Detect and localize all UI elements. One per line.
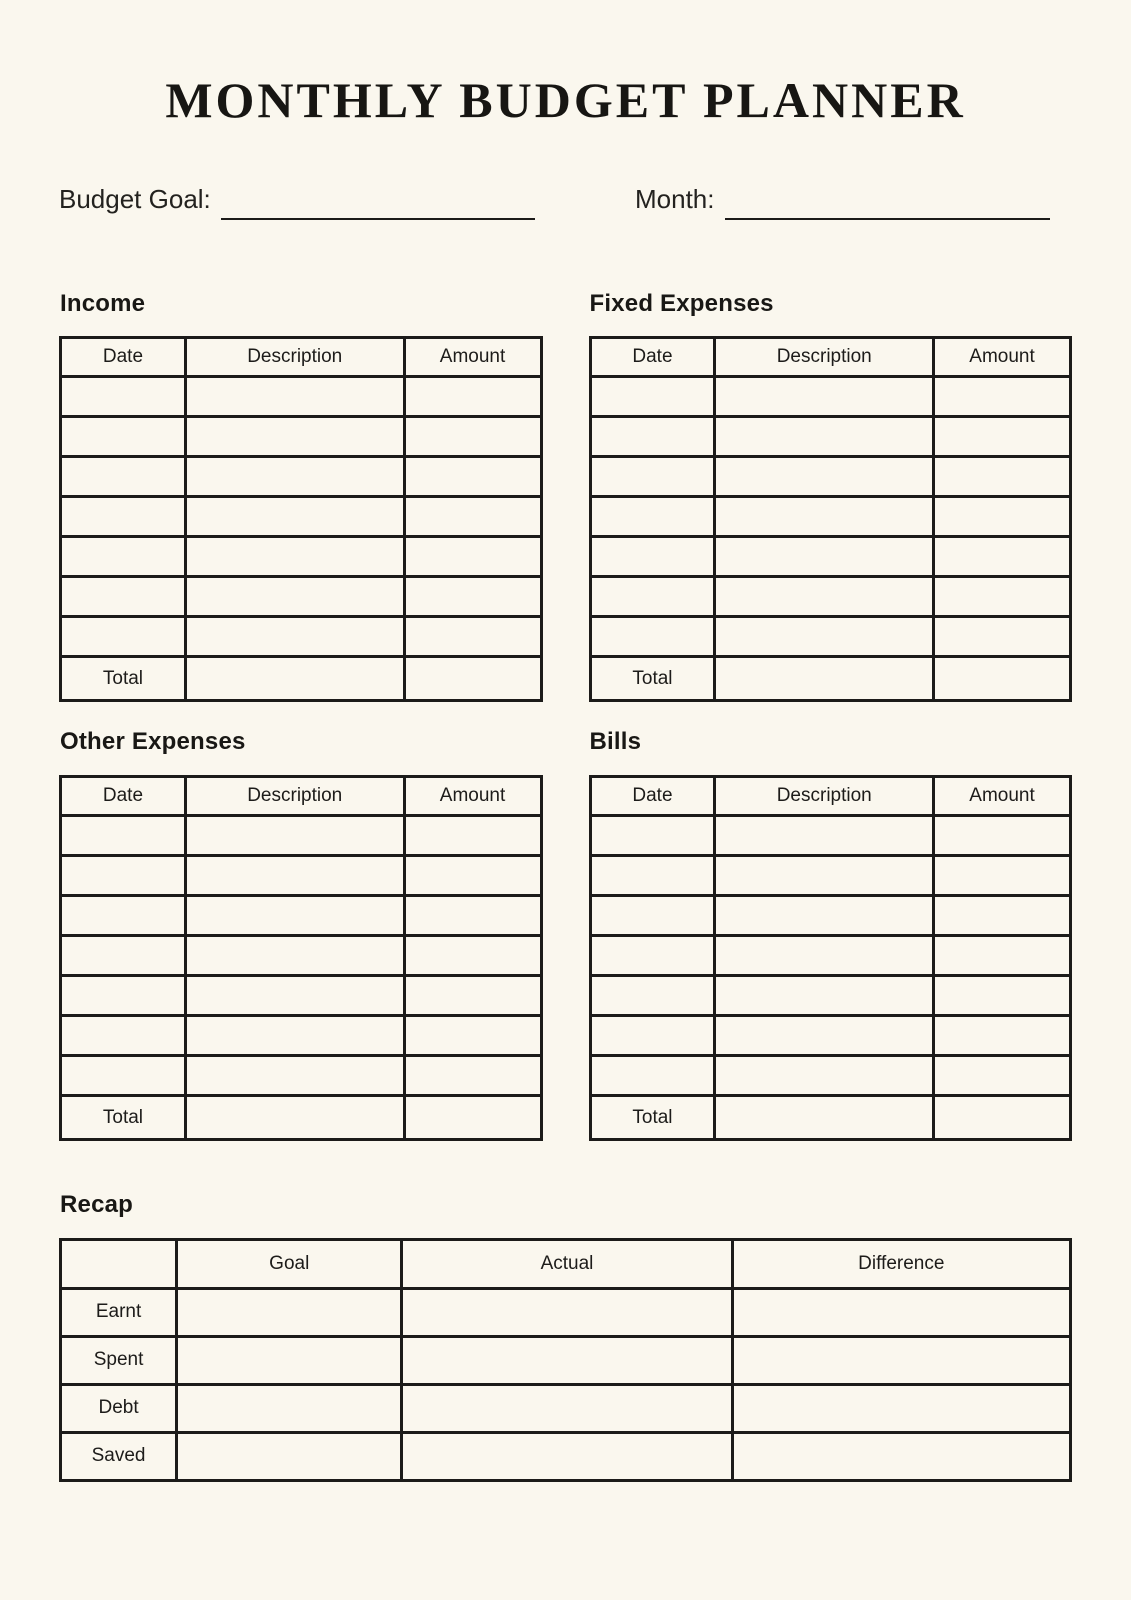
budget-goal-field bbox=[59, 185, 535, 220]
header-fields bbox=[59, 180, 1072, 220]
other-expenses-description-cell[interactable] bbox=[185, 816, 404, 856]
fixed-expenses-section-title: Fixed Expenses bbox=[589, 289, 774, 317]
other-expenses-description-cell[interactable] bbox=[185, 896, 404, 936]
fixed-expenses-table bbox=[589, 336, 1073, 702]
bills-description-cell[interactable] bbox=[715, 1056, 934, 1096]
other-expenses-amount-cell[interactable] bbox=[404, 976, 541, 1016]
fixed-expenses-amount-cell[interactable] bbox=[934, 417, 1071, 457]
fixed-expenses-date-cell[interactable] bbox=[590, 497, 715, 537]
income-description-cell[interactable] bbox=[185, 497, 404, 537]
other-expenses-date-cell[interactable] bbox=[61, 856, 186, 896]
other-expenses-amount-cell[interactable] bbox=[404, 896, 541, 936]
income-header-row bbox=[61, 338, 542, 377]
recap-earnt-row bbox=[61, 1288, 1071, 1336]
other-expenses-blank-row bbox=[61, 1056, 542, 1096]
bills-amount-cell[interactable] bbox=[934, 856, 1071, 896]
income-section-title: Income bbox=[60, 289, 146, 317]
fixed-expenses-total-label: Total bbox=[590, 657, 715, 701]
bills-total-label: Total bbox=[590, 1096, 715, 1140]
income-date-cell[interactable] bbox=[61, 417, 186, 457]
fixed-expenses-description-cell[interactable] bbox=[715, 377, 934, 417]
other-expenses-date-cell[interactable] bbox=[61, 936, 186, 976]
bills-total-row bbox=[590, 1096, 1071, 1140]
other-expenses-date-cell[interactable] bbox=[61, 1016, 186, 1056]
bills-date-cell[interactable] bbox=[590, 856, 715, 896]
income-date-cell[interactable] bbox=[61, 537, 186, 577]
bills-blank-row bbox=[590, 896, 1071, 936]
page-title: MONTHLY BUDGET PLANNER bbox=[165, 72, 966, 128]
recap-difference-header: Difference bbox=[732, 1239, 1070, 1288]
bills-amount-cell[interactable] bbox=[934, 936, 1071, 976]
month-field bbox=[635, 185, 1050, 220]
other-expenses-section bbox=[59, 728, 543, 1141]
recap-actual-header: Actual bbox=[402, 1239, 732, 1288]
bills-description-cell[interactable] bbox=[715, 936, 934, 976]
bills-description-cell[interactable] bbox=[715, 856, 934, 896]
other-expenses-amount-cell[interactable] bbox=[404, 936, 541, 976]
fixed-expenses-amount-cell[interactable] bbox=[934, 377, 1071, 417]
bills-description-cell[interactable] bbox=[715, 816, 934, 856]
bills-total-description-cell[interactable] bbox=[715, 1096, 934, 1140]
income-date-cell[interactable] bbox=[61, 577, 186, 617]
fixed-expenses-blank-row bbox=[590, 417, 1071, 457]
fixed-expenses-description-cell[interactable] bbox=[715, 417, 934, 457]
income-total-label: Total bbox=[61, 657, 186, 701]
other-expenses-total-label: Total bbox=[61, 1096, 186, 1140]
income-blank-row bbox=[61, 617, 542, 657]
bills-section bbox=[589, 728, 1073, 1141]
bills-date-cell[interactable] bbox=[590, 1016, 715, 1056]
recap-goal-header: Goal bbox=[177, 1239, 402, 1288]
fixed-expenses-description-cell[interactable] bbox=[715, 457, 934, 497]
other-expenses-date-header: Date bbox=[61, 777, 186, 816]
fixed-expenses-date-cell[interactable] bbox=[590, 577, 715, 617]
bills-blank-row bbox=[590, 936, 1071, 976]
other-expenses-blank-row bbox=[61, 896, 542, 936]
other-expenses-date-cell[interactable] bbox=[61, 896, 186, 936]
other-expenses-date-cell[interactable] bbox=[61, 816, 186, 856]
fixed-expenses-total-row bbox=[590, 657, 1071, 701]
income-amount-cell[interactable] bbox=[404, 617, 541, 657]
recap-debt-difference-cell[interactable] bbox=[732, 1384, 1070, 1432]
fixed-expenses-blank-row bbox=[590, 537, 1071, 577]
fixed-expenses-amount-cell[interactable] bbox=[934, 497, 1071, 537]
other-expenses-total-amount-cell[interactable] bbox=[404, 1096, 541, 1140]
fixed-expenses-header-row bbox=[590, 338, 1071, 377]
fixed-expenses-date-cell[interactable] bbox=[590, 457, 715, 497]
income-blank-row bbox=[61, 497, 542, 537]
bills-date-header: Date bbox=[590, 777, 715, 816]
fixed-expenses-description-cell[interactable] bbox=[715, 537, 934, 577]
recap-debt-row bbox=[61, 1384, 1071, 1432]
recap-saved-label: Saved bbox=[61, 1432, 177, 1480]
recap-debt-goal-cell[interactable] bbox=[177, 1384, 402, 1432]
bills-date-cell[interactable] bbox=[590, 976, 715, 1016]
recap-earnt-goal-cell[interactable] bbox=[177, 1288, 402, 1336]
other-expenses-header-row bbox=[61, 777, 542, 816]
recap-debt-actual-cell[interactable] bbox=[402, 1384, 732, 1432]
fixed-expenses-description-cell[interactable] bbox=[715, 617, 934, 657]
other-expenses-blank-row bbox=[61, 816, 542, 856]
other-expenses-description-cell[interactable] bbox=[185, 1016, 404, 1056]
bills-amount-cell[interactable] bbox=[934, 816, 1071, 856]
bills-date-cell[interactable] bbox=[590, 936, 715, 976]
bills-blank-row bbox=[590, 856, 1071, 896]
income-amount-cell[interactable] bbox=[404, 497, 541, 537]
income-blank-row bbox=[61, 537, 542, 577]
income-amount-cell[interactable] bbox=[404, 417, 541, 457]
bills-blank-row bbox=[590, 1056, 1071, 1096]
bills-date-cell[interactable] bbox=[590, 816, 715, 856]
recap-earnt-actual-cell[interactable] bbox=[402, 1288, 732, 1336]
recap-saved-actual-cell[interactable] bbox=[402, 1432, 732, 1480]
recap-spent-row bbox=[61, 1336, 1071, 1384]
fixed-expenses-amount-cell[interactable] bbox=[934, 617, 1071, 657]
income-table bbox=[59, 336, 543, 702]
fixed-expenses-blank-row bbox=[590, 497, 1071, 537]
bills-amount-header: Amount bbox=[934, 777, 1071, 816]
recap-section-title: Recap bbox=[60, 1191, 134, 1219]
income-description-cell[interactable] bbox=[185, 537, 404, 577]
other-expenses-amount-cell[interactable] bbox=[404, 1016, 541, 1056]
bills-description-cell[interactable] bbox=[715, 976, 934, 1016]
income-total-row bbox=[61, 657, 542, 701]
recap-table bbox=[59, 1238, 1072, 1482]
other-expenses-blank-row bbox=[61, 936, 542, 976]
income-date-cell[interactable] bbox=[61, 617, 186, 657]
bills-amount-cell[interactable] bbox=[934, 976, 1071, 1016]
income-date-cell[interactable] bbox=[61, 457, 186, 497]
budget-goal-label: Budget Goal: bbox=[59, 183, 211, 214]
bills-description-cell[interactable] bbox=[715, 1016, 934, 1056]
income-total-description-cell[interactable] bbox=[185, 657, 404, 701]
bills-blank-row bbox=[590, 1016, 1071, 1056]
bills-amount-cell[interactable] bbox=[934, 1056, 1071, 1096]
other-expenses-amount-cell[interactable] bbox=[404, 816, 541, 856]
recap-saved-difference-cell[interactable] bbox=[732, 1432, 1070, 1480]
other-expenses-description-cell[interactable] bbox=[185, 856, 404, 896]
bills-table bbox=[589, 775, 1073, 1141]
other-expenses-blank-row bbox=[61, 1016, 542, 1056]
income-description-cell[interactable] bbox=[185, 457, 404, 497]
fixed-expenses-total-description-cell[interactable] bbox=[715, 657, 934, 701]
fixed-expenses-section bbox=[589, 290, 1073, 703]
income-amount-cell[interactable] bbox=[404, 377, 541, 417]
fixed-expenses-date-cell[interactable] bbox=[590, 537, 715, 577]
bills-header-row bbox=[590, 777, 1071, 816]
fixed-expenses-date-cell[interactable] bbox=[590, 617, 715, 657]
other-expenses-section-title: Other Expenses bbox=[60, 728, 246, 756]
fixed-expenses-date-cell[interactable] bbox=[590, 377, 715, 417]
other-expenses-blank-row bbox=[61, 976, 542, 1016]
bills-section-title: Bills bbox=[589, 728, 642, 756]
fixed-expenses-date-cell[interactable] bbox=[590, 417, 715, 457]
bills-total-amount-cell[interactable] bbox=[934, 1096, 1071, 1140]
recap-blank-header bbox=[61, 1239, 177, 1288]
other-expenses-total-description-cell[interactable] bbox=[185, 1096, 404, 1140]
month-input-line[interactable] bbox=[725, 218, 1051, 220]
income-date-header: Date bbox=[61, 338, 186, 377]
other-expenses-blank-row bbox=[61, 856, 542, 896]
recap-spent-actual-cell[interactable] bbox=[402, 1336, 732, 1384]
fixed-expenses-amount-header: Amount bbox=[934, 338, 1071, 377]
other-expenses-description-cell[interactable] bbox=[185, 936, 404, 976]
recap-spent-goal-cell[interactable] bbox=[177, 1336, 402, 1384]
recap-saved-goal-cell[interactable] bbox=[177, 1432, 402, 1480]
fixed-expenses-amount-cell[interactable] bbox=[934, 537, 1071, 577]
other-expenses-total-row bbox=[61, 1096, 542, 1140]
bills-description-cell[interactable] bbox=[715, 896, 934, 936]
fixed-expenses-blank-row bbox=[590, 377, 1071, 417]
income-date-cell[interactable] bbox=[61, 377, 186, 417]
income-description-cell[interactable] bbox=[185, 577, 404, 617]
income-section bbox=[59, 290, 543, 703]
other-expenses-description-cell[interactable] bbox=[185, 1056, 404, 1096]
income-description-cell[interactable] bbox=[185, 617, 404, 657]
other-expenses-amount-cell[interactable] bbox=[404, 856, 541, 896]
other-expenses-date-cell[interactable] bbox=[61, 1056, 186, 1096]
income-total-amount-cell[interactable] bbox=[404, 657, 541, 701]
income-amount-cell[interactable] bbox=[404, 537, 541, 577]
recap-earnt-label: Earnt bbox=[61, 1288, 177, 1336]
fixed-expenses-blank-row bbox=[590, 577, 1071, 617]
bills-blank-row bbox=[590, 816, 1071, 856]
fixed-expenses-blank-row bbox=[590, 617, 1071, 657]
recap-spent-label: Spent bbox=[61, 1336, 177, 1384]
fixed-expenses-total-amount-cell[interactable] bbox=[934, 657, 1071, 701]
recap-header-row bbox=[61, 1239, 1071, 1288]
budget-tables-grid bbox=[59, 290, 1072, 1142]
other-expenses-date-cell[interactable] bbox=[61, 976, 186, 1016]
bills-blank-row bbox=[590, 976, 1071, 1016]
income-description-cell[interactable] bbox=[185, 417, 404, 457]
bills-date-cell[interactable] bbox=[590, 1056, 715, 1096]
income-blank-row bbox=[61, 377, 542, 417]
recap-earnt-difference-cell[interactable] bbox=[732, 1288, 1070, 1336]
bills-amount-cell[interactable] bbox=[934, 896, 1071, 936]
income-blank-row bbox=[61, 417, 542, 457]
fixed-expenses-description-cell[interactable] bbox=[715, 497, 934, 537]
other-expenses-amount-header: Amount bbox=[404, 777, 541, 816]
fixed-expenses-date-header: Date bbox=[590, 338, 715, 377]
month-label: Month: bbox=[635, 183, 715, 214]
fixed-expenses-amount-cell[interactable] bbox=[934, 457, 1071, 497]
other-expenses-description-cell[interactable] bbox=[185, 976, 404, 1016]
income-blank-row bbox=[61, 577, 542, 617]
income-amount-header: Amount bbox=[404, 338, 541, 377]
other-expenses-description-header: Description bbox=[185, 777, 404, 816]
recap-section bbox=[59, 1191, 1072, 1482]
fixed-expenses-blank-row bbox=[590, 457, 1071, 497]
recap-spent-difference-cell[interactable] bbox=[732, 1336, 1070, 1384]
income-amount-cell[interactable] bbox=[404, 457, 541, 497]
bills-date-cell[interactable] bbox=[590, 896, 715, 936]
income-description-header: Description bbox=[185, 338, 404, 377]
bills-amount-cell[interactable] bbox=[934, 1016, 1071, 1056]
fixed-expenses-description-cell[interactable] bbox=[715, 577, 934, 617]
recap-saved-row bbox=[61, 1432, 1071, 1480]
income-amount-cell[interactable] bbox=[404, 577, 541, 617]
income-date-cell[interactable] bbox=[61, 497, 186, 537]
income-blank-row bbox=[61, 457, 542, 497]
fixed-expenses-description-header: Description bbox=[715, 338, 934, 377]
recap-debt-label: Debt bbox=[61, 1384, 177, 1432]
bills-description-header: Description bbox=[715, 777, 934, 816]
income-description-cell[interactable] bbox=[185, 377, 404, 417]
budget-goal-input-line[interactable] bbox=[221, 218, 535, 220]
fixed-expenses-amount-cell[interactable] bbox=[934, 577, 1071, 617]
other-expenses-amount-cell[interactable] bbox=[404, 1056, 541, 1096]
other-expenses-table bbox=[59, 775, 543, 1141]
